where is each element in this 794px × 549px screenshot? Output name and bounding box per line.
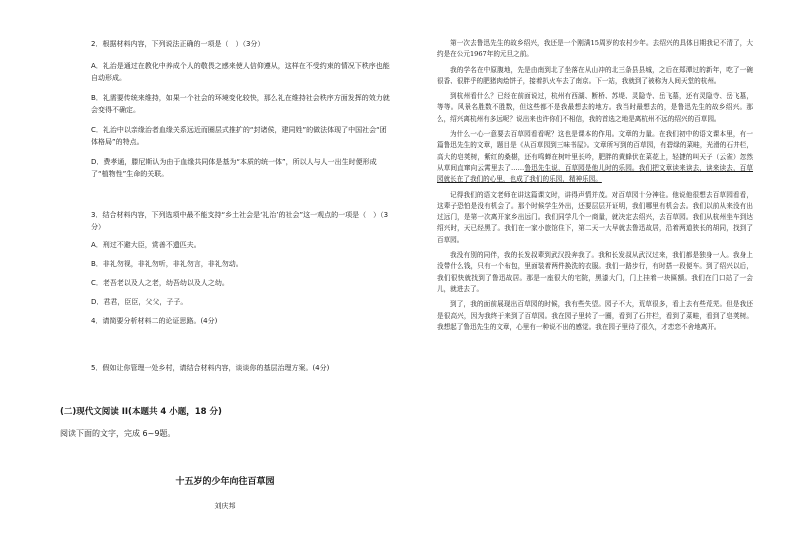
underlined-sentence: 鲁迅先生说，百草园是他儿时的乐园。我们把文章读来读去，读来读去，百草园就长在了我们的心里，也成了我们的乐园，精神乐园。 — [437, 163, 754, 184]
article-paragraph: 记得我们的语文老师在讲这篇课文时，讲得声情并茂。对百草园十分神往。他说他很想去百草园看看，这辈子恐怕是没有机会了。那个时候学生外出，还要层层开证明，我们哪里有机会去。我们以前从来没有出过远门，是第一次离开家乡出远门。我们同学几个一商量，就决定去绍兴，去百草园。我们从杭州坐车到达绍兴时，天已经黑了。我们在一家小旅馆住下，第二天一大早就去鲁迅故居，沿着两道狭长的胡同，找到了百草园。 — [437, 190, 753, 244]
article-title: 十五岁的少年向往百草园 — [175, 477, 275, 487]
article-paragraph: 到杭州看什么？已经在前面说过，杭州有西湖、断桥、苏堤、灵隐寺、岳飞墓，还有灵隐寺、岳飞墓，等等。风景名胜数不胜数，但这些都不是我最想去的地方。我当时最想去的，是鲁迅先生的故乡绍兴。那么，绍兴离杭州有多远呢？说出来也许你们不相信，我的首选之地是离杭州不远的绍兴的百草园。 — [437, 92, 753, 123]
article-paragraph: 我没有别的同伴，我的长发叔辈到武汉投奔我了。我和长发叔从武汉过来，我们都是独身一人。我身上没带什么钱，只有一个布包，里面装着两件换洗的衣服。我们一路步行，有时搭一段便车。到了绍兴以后，我们很快就找到了鲁迅故居。那是一座很大的宅院，黑漆大门，门上挂着一块匾额。我们在门口站了一会儿，就进去了。 — [437, 251, 753, 293]
right-column — [397, 0, 794, 549]
section-heading: (二)现代文阅读 II(本题共 4 小题，18 分) — [60, 407, 222, 417]
question-2-option-b: B．礼需要传统来维持，如果一个社会的环境变化较快，那么礼在维持社会秩序方面发挥的效力就会变得不确定。 — [91, 94, 390, 114]
article-paragraph: 我的学名在中原腹地，先是由南到北了坐落在从山冲的北三条县县城，之后在郑潭过的新年，吃了一碗很香、很胖乎的肥猪肉烩饼子，接着扒火车去了南京。下一站，我就到了被称为人间天堂的杭州。 — [437, 65, 753, 85]
question-2-option-c: C．礼治中以亲缘治者血缘关系远近而圈层式推扩的“封诸侯，建同姓”的做法体现了中国社会“团体格局”的特点。 — [91, 126, 387, 146]
question-3 — [91, 209, 391, 327]
article-body — [437, 38, 753, 337]
question-3-option-b: B．非礼勿视，非礼勿听，非礼勿言，非礼勿动。 — [91, 260, 243, 268]
question-3-option-d: D．君君，臣臣，父父，子子。 — [91, 298, 188, 306]
question-2-option-a: A．礼治是通过在教化中养成个人的敬畏之感来使人信仰遵从，这样在不受约束的情况下秩序也能自动形成。 — [91, 62, 390, 82]
question-4: 4．请简要分析材料二的论证思路。(4分) — [91, 317, 218, 325]
article-paragraph: 到了，我的面前展现出百草园的时候，我有些失望。园子不大，荒草很多，看上去有些荒芜。但是我还是很高兴，因为我终于来到了百草园。我在园子里转了一圈，看到了石井栏，看到了菜畦，看到了皂荚树。我想起了鲁迅先生的文章，心里有一种说不出的感觉。我在园子里待了很久，才恋恋不舍地离开。 — [437, 300, 753, 331]
question-2-stem: 2．根据材料内容，下列说法正确的一项是（ ）（3分） — [91, 40, 265, 48]
question-3-option-c: C．老吾老以及人之老，幼吾幼以及人之幼。 — [91, 279, 229, 287]
article-paragraph — [437, 129, 753, 185]
question-2-option-d: D．费孝通，滕尼斯认为由于血缘共同体是基为“本质的统一体”，所以人与人一出生时便形成了“植物性”生命的关联。 — [91, 158, 377, 178]
question-5: 5．假如让你管理一处乡村，请结合材料内容，谈谈你的基层治理方案。(4分) — [91, 364, 330, 372]
question-3-stem: 3．结合材料内容，下列选项中最不能支持“乡土社会是‘礼治’的社会”这一观点的一项是（ ）（3分） — [91, 211, 389, 231]
question-3-option-a: A．刑过不避大臣，赏善不遗匹夫。 — [91, 241, 201, 249]
article-paragraph: 第一次去鲁迅先生的故乡绍兴，我还是一个刚满15周岁的农村少年。去绍兴的具体日期我记不清了，大约是在公元1967年的元旦之前。 — [437, 39, 753, 59]
reading-instruction: 阅读下面的文字，完成 6~9题。 — [60, 429, 176, 438]
question-2 — [91, 38, 391, 180]
paragraph-text: 为什么一心一意要去百草园看看呢？这也是课本的作用。文章的力量。在我们初中的语文课本里，有一篇鲁迅先生的文章，题目是《从百草园到三味书屋》。文章所写到的百草园，有碧绿的菜畦，光滑的石井栏，高大的皂荚树，紫红的桑椹，还有鸣蝉在树叶里长吟，肥胖的黄蜂伏在菜花上，轻捷的叫天子（云雀）忽然从草间直窜向云霄里去了…… — [437, 130, 753, 172]
article-author: 刘庆邦 — [214, 502, 236, 510]
